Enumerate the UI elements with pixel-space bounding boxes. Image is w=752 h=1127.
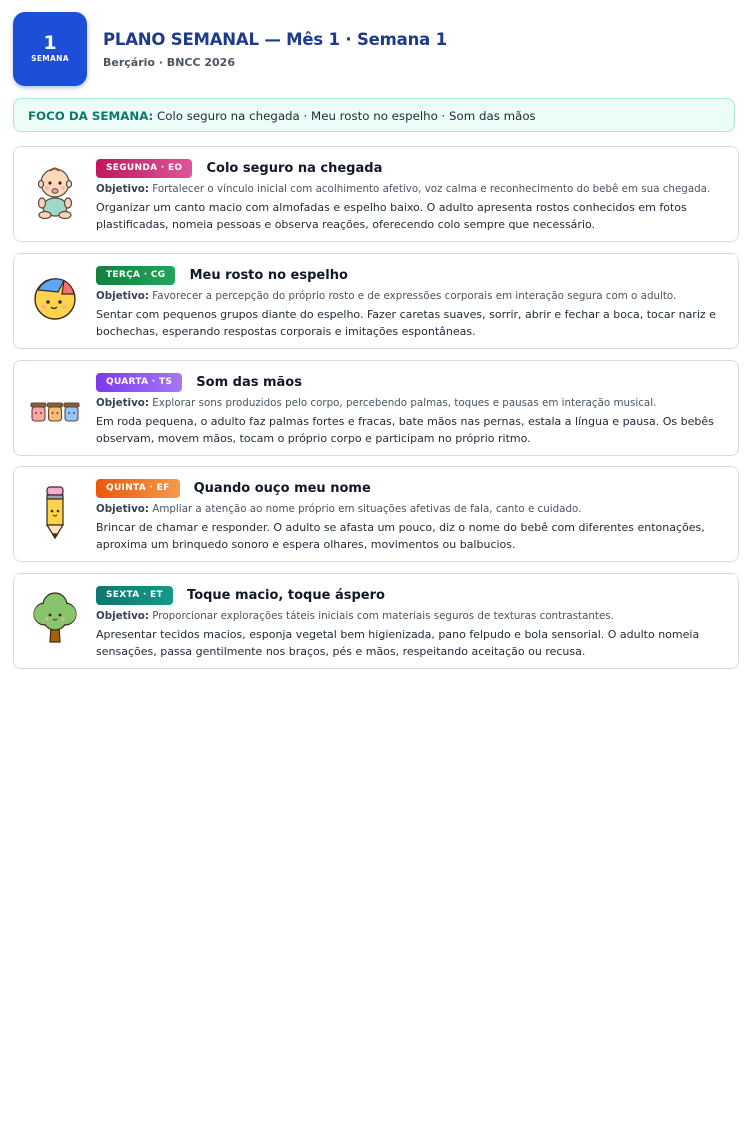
- activity-objective: [96, 290, 724, 302]
- activity-description: Organizar um canto macio com almofadas e espelho baixo. O adulto apresenta rostos conhecidos em fotos plastificadas, nomeia pessoas e observa reações, oferecendo colo sempre que necessário.: [96, 201, 687, 231]
- activity-title: Quando ouço meu nome: [193, 481, 371, 496]
- activity-title: Colo seguro na chegada: [206, 161, 383, 176]
- activity-objective: [96, 610, 724, 622]
- paint-jars-icon: [28, 377, 82, 435]
- objective-label: Objetivo:: [96, 290, 149, 302]
- objective-text: Fortalecer o vínculo inicial com acolhimento afetivo, voz calma e reconhecimento do bebê em sua chegada.: [152, 183, 711, 195]
- day-tag-sexta: SEXTA · ET: [96, 586, 173, 605]
- focus-text: Colo seguro na chegada · Meu rosto no espelho · Som das mãos: [157, 109, 536, 123]
- day-card-sexta: [13, 573, 739, 669]
- week-focus-banner: [13, 98, 735, 132]
- page-title: PLANO SEMANAL — Mês 1 · Semana 1: [103, 30, 447, 49]
- activity-objective: [96, 397, 724, 409]
- activity-objective: [96, 503, 724, 515]
- tree-icon: [28, 590, 82, 648]
- day-tag-terca: TERÇA · CG: [96, 266, 175, 285]
- day-heading: [96, 372, 302, 392]
- objective-label: Objetivo:: [96, 397, 149, 409]
- activity-title: Som das mãos: [196, 375, 302, 390]
- day-card-segunda: [13, 146, 739, 242]
- activity-description: Em roda pequena, o adulto faz palmas fortes e fracas, bate mãos nas pernas, estala a língua e pausa. Os bebês observam, movem mãos, tocam o próprio corpo e participam no próprio ritmo.: [96, 415, 714, 445]
- page-subtitle: Berçário · BNCC 2026: [103, 56, 235, 69]
- activity-objective: [96, 183, 724, 195]
- day-heading: [96, 158, 382, 178]
- day-heading: [96, 585, 385, 605]
- activity-title: Toque macio, toque áspero: [187, 588, 385, 603]
- week-number: 1: [43, 32, 57, 54]
- pencil-icon: [28, 483, 82, 541]
- objective-text: Favorecer a percepção do próprio rosto e de expressões corporais em interação segura com o adulto.: [152, 290, 677, 302]
- objective-label: Objetivo:: [96, 183, 149, 195]
- objective-text: Proporcionar explorações táteis iniciais com materiais seguros de texturas contrastantes.: [152, 610, 614, 622]
- activity-description: Apresentar tecidos macios, esponja vegetal bem higienizada, pano felpudo e bola sensorial. O adulto nomeia sensações, passa gentilmente nos braços, pés e mãos, respeitando aceitação ou recusa.: [96, 628, 700, 658]
- baby-icon: [28, 163, 82, 221]
- day-card-quarta: [13, 360, 739, 456]
- day-tag-segunda: SEGUNDA · EO: [96, 159, 192, 178]
- day-heading: [96, 265, 348, 285]
- objective-text: Explorar sons produzidos pelo corpo, percebendo palmas, toques e pausas em interação musical.: [152, 397, 657, 409]
- day-card-terca: [13, 253, 739, 349]
- week-label: SEMANA: [31, 54, 69, 63]
- objective-label: Objetivo:: [96, 610, 149, 622]
- ball-face-icon: [28, 270, 82, 328]
- day-card-quinta: [13, 466, 739, 562]
- focus-label: FOCO DA SEMANA:: [28, 109, 154, 123]
- activity-description: Brincar de chamar e responder. O adulto se afasta um pouco, diz o nome do bebê com diferentes entonações, aproxima um brinquedo sonoro e espera olhares, movimentos ou balbucios.: [96, 521, 705, 551]
- activity-title: Meu rosto no espelho: [189, 268, 348, 283]
- objective-text: Ampliar a atenção ao nome próprio em situações afetivas de fala, canto e cuidado.: [152, 503, 582, 515]
- header: [13, 12, 739, 87]
- activity-description: Sentar com pequenos grupos diante do espelho. Fazer caretas suaves, sorrir, abrir e fechar a boca, tocar nariz e bochechas, esperando respostas corporais e imitações espontâneas.: [96, 308, 716, 338]
- week-badge: [13, 12, 87, 86]
- day-tag-quarta: QUARTA · TS: [96, 373, 182, 392]
- day-heading: [96, 478, 371, 498]
- day-tag-quinta: QUINTA · EF: [96, 479, 180, 498]
- objective-label: Objetivo:: [96, 503, 149, 515]
